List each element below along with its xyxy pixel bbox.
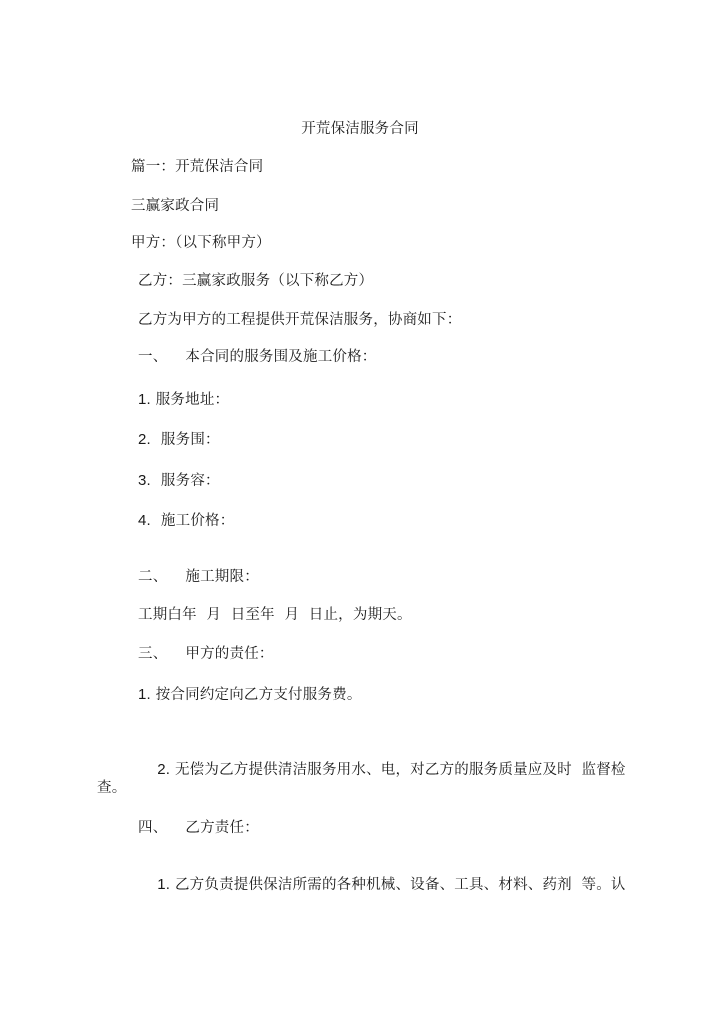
section-title: 本合同的服务围及施工价格：	[185, 349, 377, 365]
item-number: 1.	[157, 876, 171, 893]
company-heading: 三赢家政合同	[131, 198, 220, 214]
party-a-duty-1	[138, 685, 362, 705]
item-number: 1.	[138, 686, 151, 703]
item-text: 乙方负责提供保洁所需的各种机械、设备、工具、材料、药剂 等。认	[174, 877, 626, 893]
item-text: 服务地址：	[155, 392, 230, 408]
intro-line: 乙方为甲方的工程提供开荒保洁服务，协商如下：	[138, 312, 462, 328]
party-b-line: 乙方：三赢家政服务（以下称乙方）	[138, 273, 374, 289]
item-text: 无偿为乙方提供清洁服务用水、电，对乙方的服务质量应及时 监督检	[174, 762, 626, 778]
section-number: 一、	[138, 349, 168, 365]
item-text: 施工价格：	[160, 513, 235, 529]
party-a-duty-2-continuation: 查。	[97, 780, 127, 796]
service-item-3	[138, 471, 220, 491]
section-title: 乙方责任：	[185, 820, 259, 836]
section-title: 甲方的责任：	[185, 646, 274, 662]
item-number: 2.	[138, 431, 151, 448]
section-number: 三、	[138, 646, 168, 662]
service-item-2	[138, 430, 220, 450]
section-3-heading	[138, 644, 274, 664]
section-number: 四、	[138, 820, 168, 836]
item-number: 3.	[138, 472, 151, 489]
section-4-heading	[138, 818, 259, 838]
section-title: 施工期限：	[185, 569, 259, 585]
party-b-duty-1	[138, 855, 626, 915]
service-item-4	[138, 511, 234, 531]
document-title: 开荒保洁服务合同	[301, 121, 419, 137]
item-number: 2.	[157, 761, 171, 778]
item-number: 4.	[138, 512, 151, 529]
item-text: 按合同约定向乙方支付服务费。	[155, 687, 362, 703]
item-text: 服务围：	[160, 432, 220, 448]
section-1-heading	[138, 347, 377, 367]
section-number: 二、	[138, 569, 168, 585]
chapter-heading: 篇一：开荒保洁合同	[131, 159, 264, 175]
item-number: 1.	[138, 391, 151, 408]
item-text: 服务容：	[160, 473, 220, 489]
service-item-1	[138, 390, 229, 410]
party-a-duty-2	[138, 740, 626, 800]
period-line: 工期白年 月 日至年 月 日止，为期天。	[138, 607, 412, 623]
party-a-line: 甲方：（以下称甲方）	[131, 235, 271, 251]
section-2-heading	[138, 567, 259, 587]
